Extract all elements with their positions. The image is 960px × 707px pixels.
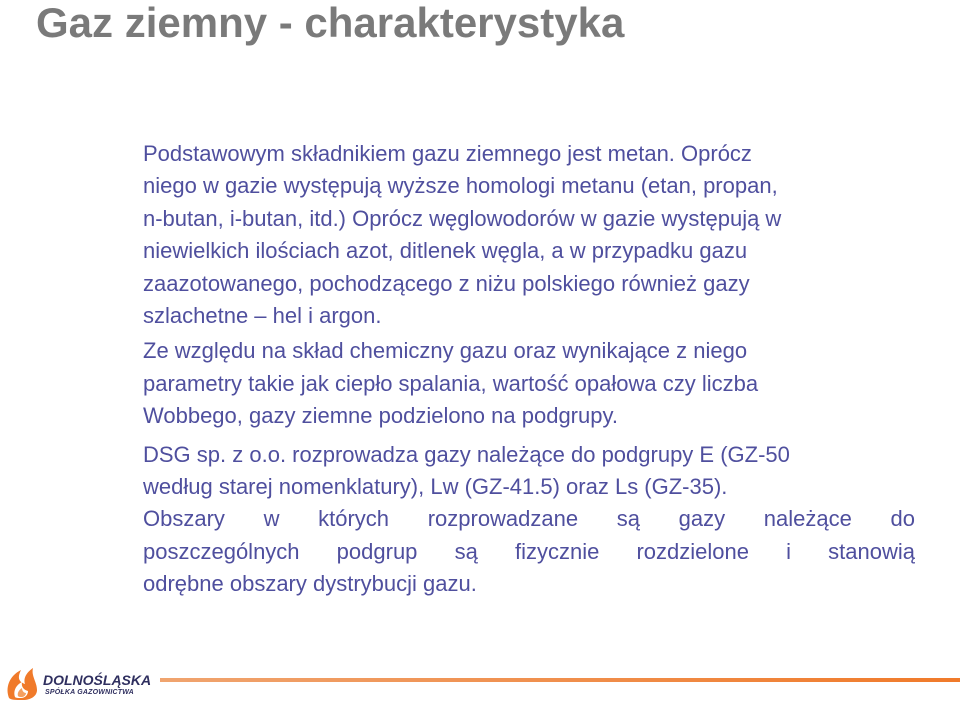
text-line: n-butan, i-butan, itd.) Oprócz węglowodorów w gazie występują w [143,205,782,231]
content-body [143,138,915,601]
company-logo [3,662,153,704]
text-line: według starej nomenklatury), Lw (GZ-41.5) oraz Ls (GZ-35). [143,474,728,500]
paragraph-subgroups [143,335,915,432]
text-line: Podstawowym składnikiem gazu ziemnego jest metan. Oprócz [143,141,752,166]
text-line: poszczególnych podgrup są fizycznie rozdzielone i stanowią [143,538,915,564]
flame-logo-icon [3,664,41,702]
text-line: szlachetne – hel i argon. [143,303,382,329]
logo-subtitle: SPÓŁKA GAZOWNICTWA [45,689,134,696]
paragraph-composition [143,138,915,332]
text-line: Ze względu na skład chemiczny gazu oraz wynikające z niego [143,338,748,364]
text-line: parametry takie jak ciepło spalania, wartość opałowa czy liczba [143,370,759,396]
text-line: DSG sp. z o.o. rozprowadza gazy należące do podgrupy E (GZ-50 [143,441,790,467]
text-line: niewielkich ilościach azot, ditlenek węgla, a w przypadku gazu [143,238,748,264]
text-line: zaazotowanego, pochodzącego z niżu polskiego również gazy [143,270,750,296]
paragraph-distribution [143,439,915,601]
text-line: Wobbego, gazy ziemne podzielono na podgrupy. [143,403,618,429]
footer-divider [160,678,960,682]
logo-name: DOLNOŚLĄSKA [43,672,152,688]
text-line: odrębne obszary dystrybucji gazu. [143,571,477,597]
page-title: Gaz ziemny - charakterystyka [36,0,625,46]
text-line: niego w gazie występują wyższe homologi metanu (etan, propan, [143,173,778,199]
text-line: Obszary w których rozprowadzane są gazy należące do [143,506,915,532]
